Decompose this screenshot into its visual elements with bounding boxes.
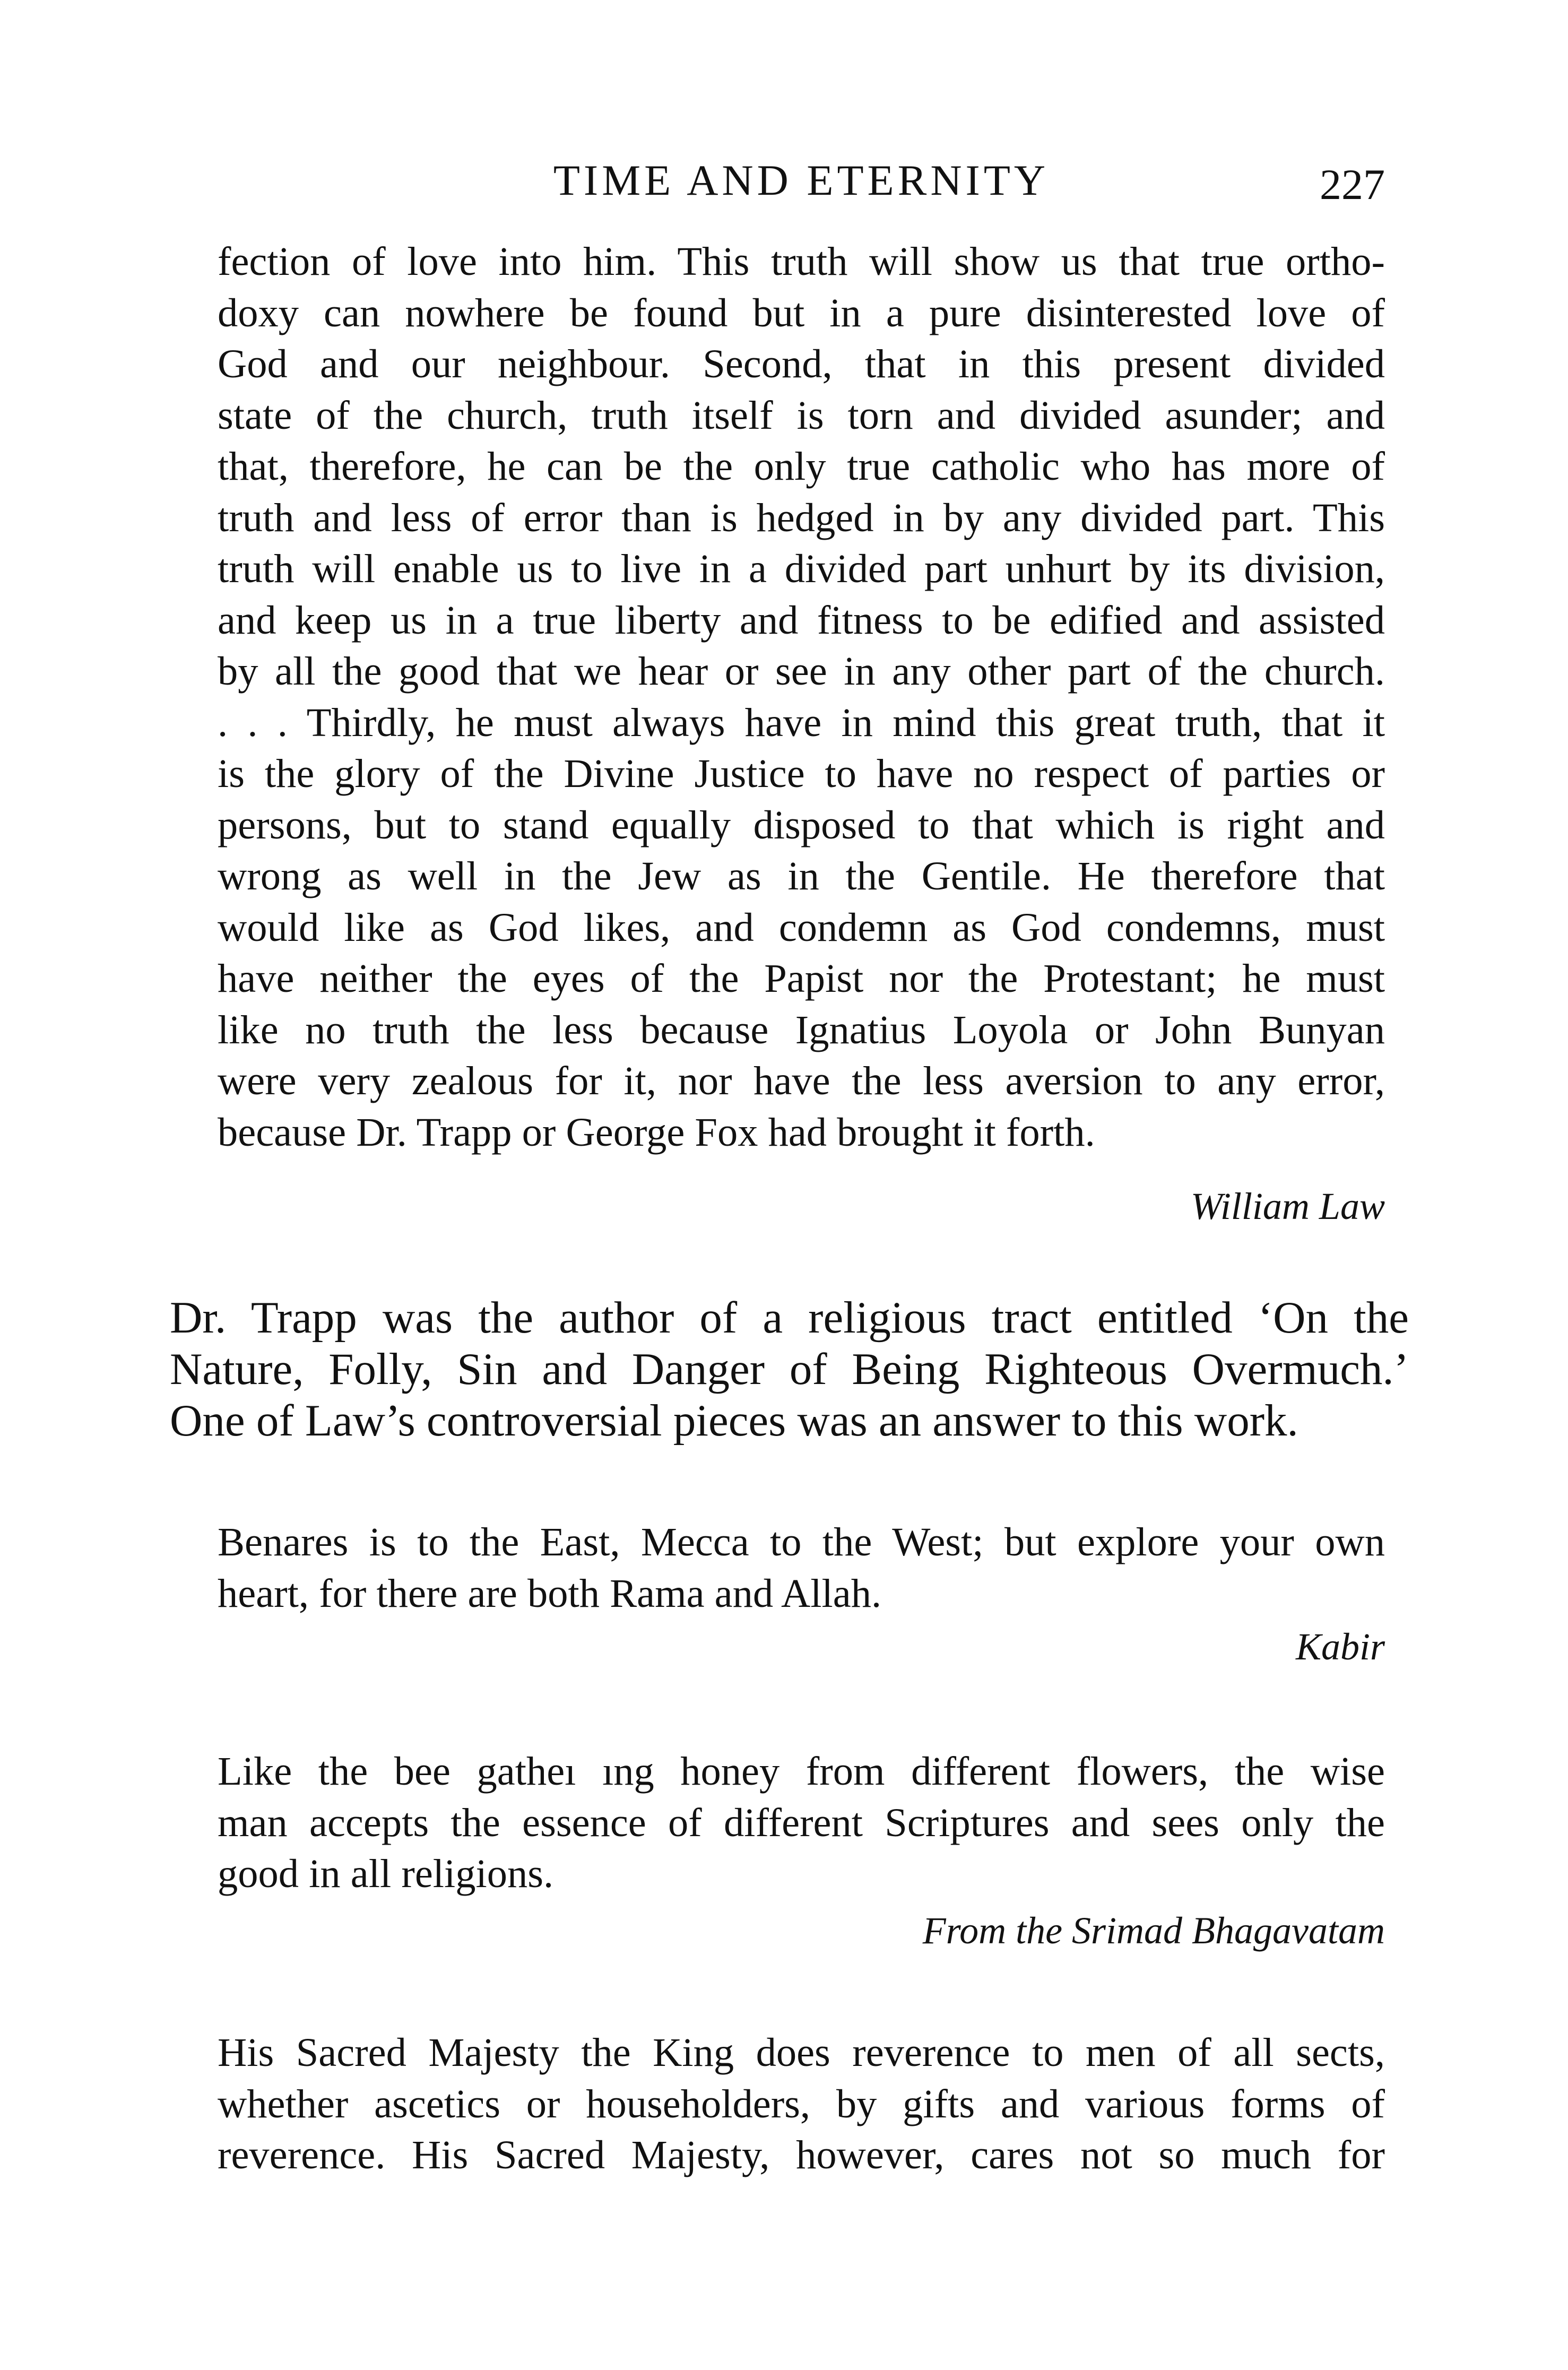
- text-line: reverence. His Sacred Majesty, however, cares not so much for: [218, 2132, 1385, 2177]
- text-line: . . . Thirdly, he must always have in mind this great truth, that it: [218, 699, 1385, 745]
- text-line: good in all religions.: [218, 1851, 554, 1896]
- text-line: fection of love into him. This truth will show us that true ortho-: [218, 239, 1385, 284]
- commentary-line: Dr. Trapp was the author of a religious tract entitled ‘On the: [170, 1293, 1409, 1343]
- text-line: were very zealous for it, nor have the less aversion to any error,: [218, 1058, 1385, 1103]
- text-line: that, therefore, he can be the only true catholic who has more of: [218, 444, 1385, 489]
- attribution-william-law: William Law: [1190, 1185, 1385, 1227]
- commentary-line: Nature, Folly, Sin and Danger of Being Righteous Overmuch.’: [170, 1344, 1409, 1394]
- text-line: and keep us in a true liberty and fitness to be edified and assisted: [218, 597, 1385, 643]
- text-line: by all the good that we hear or see in any other part of the church.: [218, 648, 1385, 694]
- quotation-passage-king: [218, 2027, 1385, 2181]
- attribution-srimad-bhagavatam: From the Srimad Bhagavatam: [922, 1909, 1385, 1952]
- editor-commentary: [170, 1292, 1409, 1447]
- quotation-passage-law: [218, 236, 1385, 1158]
- running-head: [218, 151, 1385, 210]
- text-line: truth will enable us to live in a divided part unhurt by its division,: [218, 546, 1385, 591]
- text-line: like no truth the less because Ignatius Loyola or John Bunyan: [218, 1007, 1385, 1052]
- quotation-passage-bhagavatam: [218, 1746, 1385, 1900]
- text-line: God and our neighbour. Second, that in this present divided: [218, 341, 1385, 386]
- text-line: wrong as well in the Jew as in the Gentile. He therefore that: [218, 853, 1385, 898]
- quotation-passage-kabir: [218, 1517, 1385, 1619]
- text-line: have neither the eyes of the Papist nor the Protestant; he must: [218, 956, 1385, 1001]
- text-line: whether ascetics or householders, by gifts and various forms of: [218, 2081, 1385, 2126]
- text-line: Like the bee gatheı ıng honey from different flowers, the wise: [218, 1749, 1385, 1794]
- text-line: because Dr. Trapp or George Fox had brought it forth.: [218, 1109, 1095, 1155]
- page-number: 227: [1320, 160, 1385, 209]
- text-line: heart, for there are both Rama and Allah.: [218, 1570, 882, 1616]
- text-line: doxy can nowhere be found but in a pure disinterested love of: [218, 290, 1385, 335]
- text-line: Benares is to the East, Mecca to the West; but explore your own: [218, 1519, 1385, 1564]
- text-line: state of the church, truth itself is torn and divided asunder; and: [218, 392, 1385, 438]
- commentary-line: One of Law’s controversial pieces was an answer to this work.: [170, 1396, 1298, 1446]
- text-line: persons, but to stand equally disposed to that which is right and: [218, 802, 1385, 847]
- attribution-kabir: Kabir: [1295, 1625, 1385, 1668]
- text-line: is the glory of the Divine Justice to have no respect of parties or: [218, 751, 1385, 796]
- text-line: truth and less of error than is hedged in by any divided part. This: [218, 495, 1385, 540]
- text-line: His Sacred Majesty the King does reverence to men of all sects,: [218, 2030, 1385, 2075]
- text-line: would like as God likes, and condemn as God condemns, must: [218, 904, 1385, 950]
- running-title: TIME AND ETERNITY: [553, 156, 1050, 204]
- text-line: man accepts the essence of different Scriptures and sees only the: [218, 1800, 1385, 1845]
